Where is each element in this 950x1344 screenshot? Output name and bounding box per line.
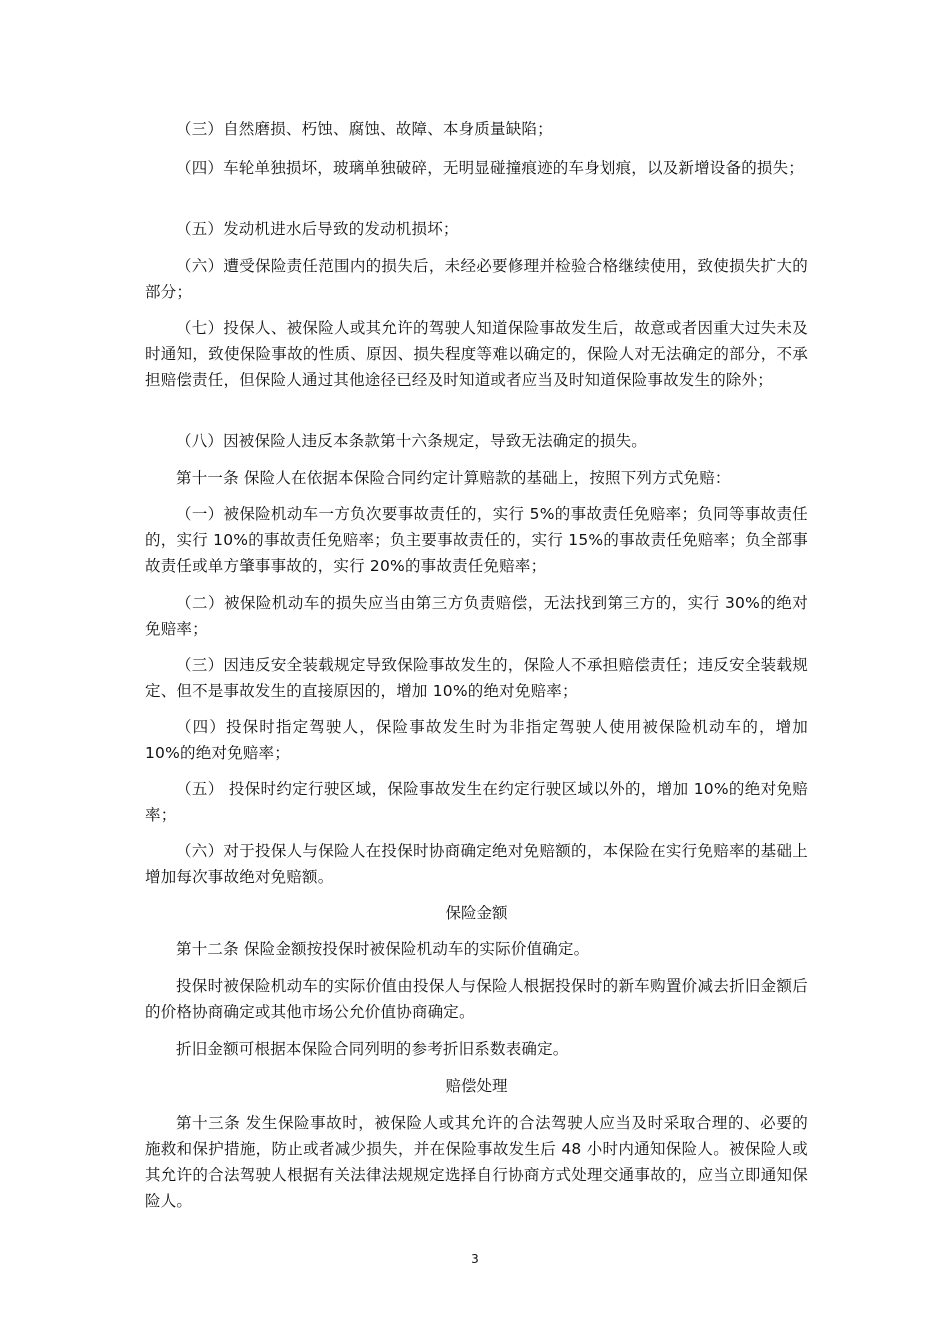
- clause-11-intro: 第十一条 保险人在依据本保险合同约定计算赔款的基础上，按照下列方式免赔：: [176, 469, 731, 487]
- section-heading-insured-amount: 保险金额: [445, 904, 508, 922]
- clause-11-item-6: （六）对于投保人与保险人在投保时协商确定绝对免赔额的，本保险在实行免赔率的基础上增加每次事故绝对免赔额。: [145, 842, 808, 886]
- clause-11-item-1: （一）被保险机动车一方负次要事故责任的，实行 5%的事故责任免赔率；负同等事故责任的，实行 10%的事故责任免赔率；负主要事故责任的，实行 15%的事故责任免赔率；负全部事故责任或单方肇事事故的，实行 20%的事故责任免赔率；: [145, 505, 808, 575]
- clause-10-item-7: （七）投保人、被保险人或其允许的驾驶人知道保险事故发生后，故意或者因重大过失未及时通知，致使保险事故的性质、原因、损失程度等难以确定的，保险人对无法确定的部分，不承担赔偿责任，但保险人通过其他途径已经及时知道或者应当及时知道保险事故发生的除外；: [145, 319, 808, 389]
- clause-13: 第十三条 发生保险事故时，被保险人或其允许的合法驾驶人应当及时采取合理的、必要的施救和保护措施，防止或者减少损失，并在保险事故发生后 48 小时内通知保险人。被保险人或其允许的合法驾驶人根据有关法律法规规定选择自行协商方式处理交通事故的，应当立即通知保险人。: [145, 1114, 808, 1210]
- clause-10-item-5: （五）发动机进水后导致的发动机损坏；: [176, 220, 459, 238]
- clause-10-item-4: （四）车轮单独损坏，玻璃单独破碎，无明显碰撞痕迹的车身划痕，以及新增设备的损失；: [176, 159, 805, 177]
- clause-11-item-5: （五） 投保时约定行驶区域，保险事故发生在约定行驶区域以外的，增加 10%的绝对免赔率；: [145, 780, 808, 824]
- clause-12: 第十二条 保险金额按投保时被保险机动车的实际价值确定。: [176, 940, 590, 958]
- page-number: 3: [471, 1252, 479, 1266]
- clause-10-item-6: （六）遭受保险责任范围内的损失后，未经必要修理并检验合格继续使用，致使损失扩大的部分；: [145, 257, 808, 301]
- clause-11-item-2: （二）被保险机动车的损失应当由第三方负责赔偿，无法找到第三方的，实行 30%的绝对免赔率；: [145, 594, 808, 638]
- section-heading-claims-handling: 赔偿处理: [445, 1077, 508, 1095]
- clause-12-valuation: 投保时被保险机动车的实际价值由投保人与保险人根据投保时的新车购置价减去折旧金额后的价格协商确定或其他市场公允价值协商确定。: [145, 977, 808, 1021]
- clause-11-item-4: （四）投保时指定驾驶人，保险事故发生时为非指定驾驶人使用被保险机动车的，增加 10%的绝对免赔率；: [145, 718, 808, 762]
- clause-10-item-3: （三）自然磨损、朽蚀、腐蚀、故障、本身质量缺陷；: [176, 120, 553, 138]
- clause-10-item-8: （八）因被保险人违反本条款第十六条规定，导致无法确定的损失。: [176, 432, 648, 450]
- clause-11-item-3: （三）因违反安全装载规定导致保险事故发生的，保险人不承担赔偿责任；违反安全装载规定、但不是事故发生的直接原因的，增加 10%的绝对免赔率；: [145, 656, 808, 700]
- clause-12-depreciation: 折旧金额可根据本保险合同列明的参考折旧系数表确定。: [176, 1040, 569, 1058]
